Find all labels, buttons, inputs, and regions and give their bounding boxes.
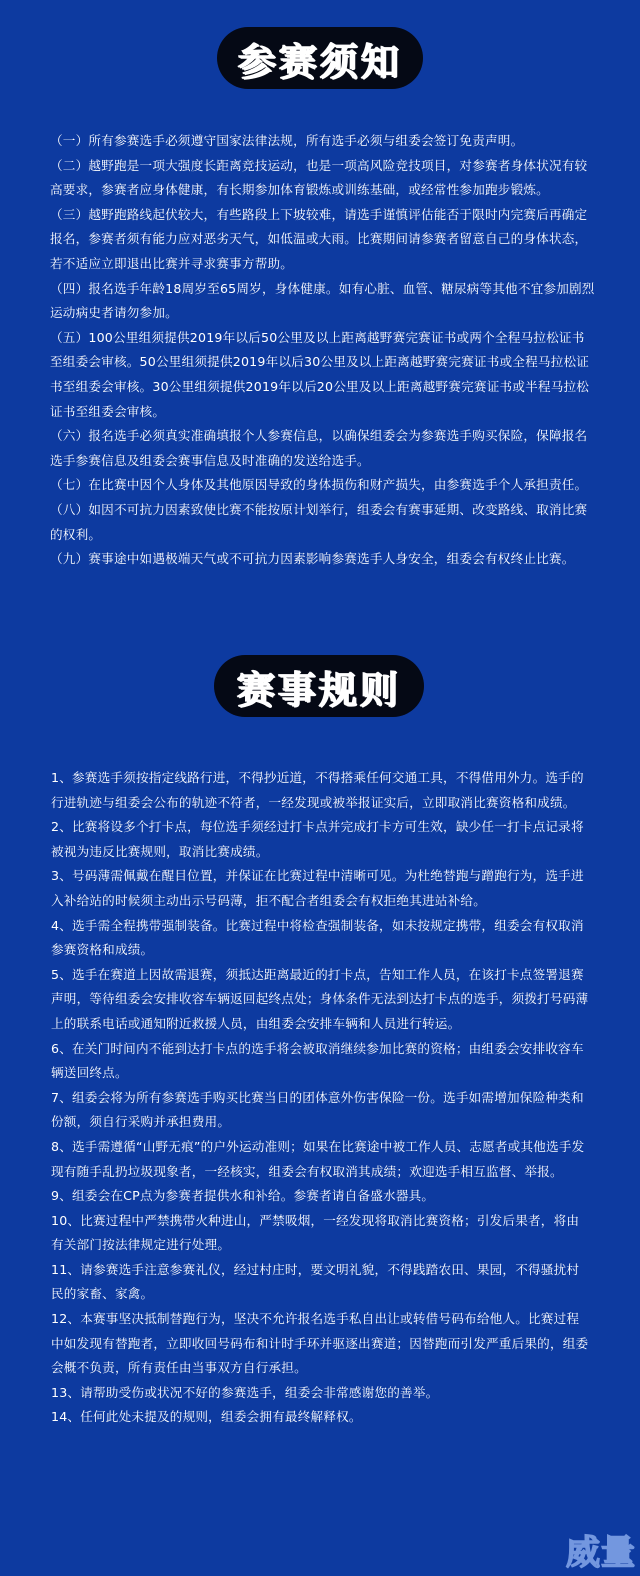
rule-item: 12、本赛事坚决抵制替跑行为，坚决不允许报名选手私自出让或转借号码布给他人。比赛过程中如发现有替跑者，立即收回号码布和计时手环并驱逐出赛道；因替跑而引发严重后果的，组委会概不负责，所有责任由当事双方自行承担。 (51, 1311, 589, 1376)
notice-item: （三）越野跑路线起伏较大，有些路段上下坡较难，请选手谨慎评估能否于限时内完赛后再确定报名，参赛者须有能力应对恶劣天气，如低温或大雨。比赛期间请参赛者留意自己的身体状态，若不适应立即退出比赛并寻求赛事方帮助。 (50, 206, 588, 271)
notice-list (50, 129, 596, 572)
rule-item: 13、请帮助受伤或状况不好的参赛选手，组委会非常感谢您的善举。 (51, 1384, 439, 1400)
rule-item: 6、在关门时间内不能到达打卡点的选手将会被取消继续参加比赛的资格；由组委会安排收容车辆送回终点。 (51, 1040, 584, 1081)
notice-item: （四）报名选手年龄18周岁至65周岁，身体健康。如有心脏、血管、糖尿病等其他不宜参加剧烈运动病史者请勿参加。 (50, 280, 595, 321)
rule-item: 8、选手需遵循“山野无痕”的户外运动准则；如果在比赛途中被工作人员、志愿者或其他选手发现有随手乱扔垃圾现象者，一经核实，组委会有权取消其成绩；欢迎选手相互监督、举报。 (51, 1138, 585, 1179)
notice-item: （九）赛事途中如遇极端天气或不可抗力因素影响参赛选手人身安全，组委会有权终止比赛。 (50, 551, 575, 567)
rule-item: 14、任何此处未提及的规则，组委会拥有最终解释权。 (51, 1409, 362, 1425)
rule-item: 4、选手需全程携带强制装备。比赛过程中将检查强制装备，如未按规定携带，组委会有权取消参赛资格和成绩。 (51, 917, 584, 958)
rule-item: 10、比赛过程中严禁携带火种进山，严禁吸烟，一经发现将取消比赛资格；引发后果者，将由有关部门按法律规定进行处理。 (51, 1212, 580, 1253)
rule-item: 5、选手在赛道上因故需退赛，须抵达距离最近的打卡点，告知工作人员，在该打卡点签署退赛声明，等待组委会安排收容车辆返回起终点处；身体条件无法到达打卡点的选手，须拨打号码薄上的联系电话或通知附近救援人员，由组委会安排车辆和人员进行转运。 (51, 966, 589, 1031)
rules-list (51, 766, 591, 1430)
watermark-logo: 威量 (566, 1533, 636, 1573)
notice-item: （六）报名选手必须真实准确填报个人参赛信息，以确保组委会为参赛选手购买保险，保障报名选手参赛信息及组委会赛事信息及时准确的发送给选手。 (50, 428, 588, 468)
rule-item: 7、组委会将为所有参赛选手购买比赛当日的团体意外伤害保险一份。选手如需增加保险种类和份额，须自行采购并承担费用。 (51, 1089, 584, 1130)
notice-item: （一）所有参赛选手必须遵守国家法律法规，所有选手必须与组委会签订免责声明。 (50, 133, 524, 148)
notice-item: （二）越野跑是一项大强度长距离竞技运动，也是一项高风险竞技项目，对参赛者身体状况有较高要求，参赛者应身体健康，有长期参加体育锻炼或训练基础，或经常性参加跑步锻炼。 (50, 157, 588, 198)
notice-title: 参赛须知 (217, 27, 423, 89)
rule-item: 11、请参赛选手注意参赛礼仪，经过村庄时，要文明礼貌，不得践踏农田、果园，不得骚扰村民的家畜、家禽。 (51, 1261, 580, 1302)
rule-item: 9、组委会在CP点为参赛者提供水和补给。参赛者请自备盛水器具。 (51, 1188, 435, 1204)
notice-item: （五）100公里组须提供2019年以后50公里及以上距离越野赛完赛证书或两个全程马拉松证书至组委会审核。50公里组须提供2019年以后30公里及以上距离越野赛完赛证书或全程马拉松证书至组委会审核。30公里组须提供2019年以后20公里及以上距离越野赛完赛证书或半程马拉松证书至组委会审核。 (50, 329, 590, 419)
rules-title: 赛事规则 (214, 655, 424, 717)
notice-item: （八）如因不可抗力因素致使比赛不能按原计划举行，组委会有赛事延期、改变路线、取消比赛的权利。 (50, 501, 588, 542)
rule-item: 2、比赛将设多个打卡点，每位选手须经过打卡点并完成打卡方可生效，缺少任一打卡点记录将被视为违反比赛规则，取消比赛成绩。 (51, 819, 584, 859)
notice-item: （七）在比赛中因个人身体及其他原因导致的身体损伤和财产损失，由参赛选手个人承担责任。 (50, 477, 588, 493)
rule-item: 3、号码薄需佩戴在醒目位置，并保证在比赛过程中清晰可见。为杜绝替跑与蹭跑行为，选手进入补给站的时候须主动出示号码薄，拒不配合者组委会有权拒绝其进站补给。 (51, 868, 584, 908)
rule-item: 1、参赛选手须按指定线路行进，不得抄近道，不得搭乘任何交通工具，不得借用外力。选手的行进轨迹与组委会公布的轨迹不符者，一经发现或被举报证实后，立即取消比赛资格和成绩。 (51, 770, 584, 810)
